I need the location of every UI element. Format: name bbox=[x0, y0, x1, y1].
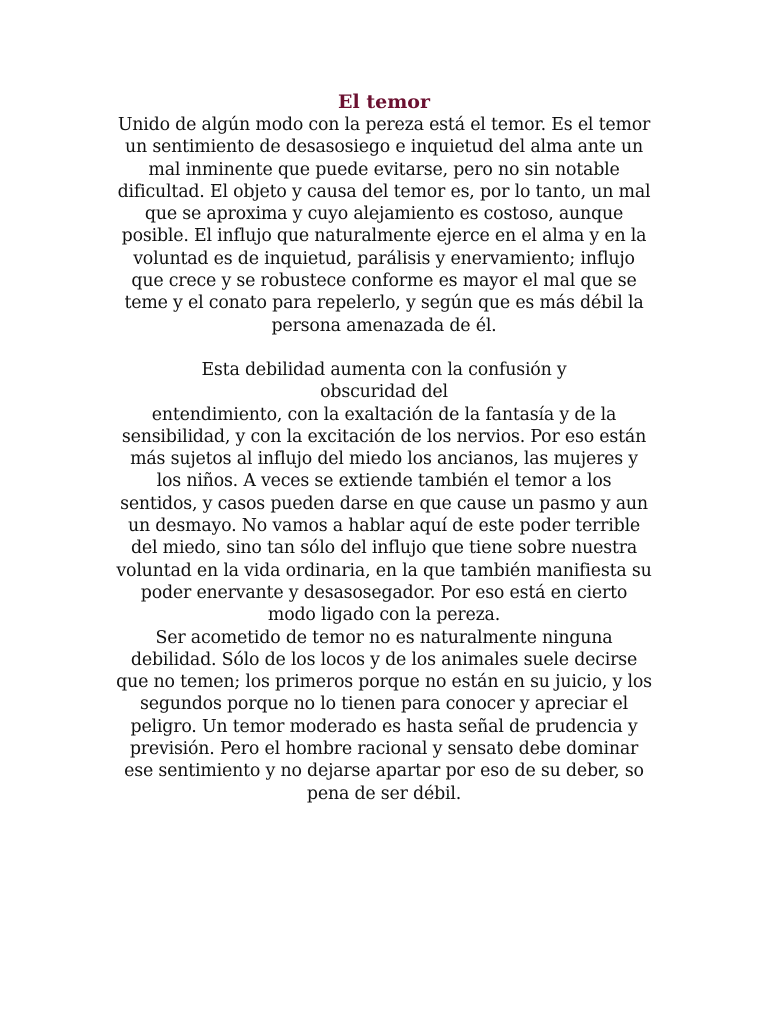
paragraph-2: Esta debilidad aumenta con la confusión y obscuridad del bbox=[201, 359, 567, 403]
document-body bbox=[116, 90, 652, 805]
paragraph-spacer bbox=[116, 337, 652, 359]
paragraph-3: entendimiento, con la exaltación de la fantasía y de la sensibilidad, y con la excitación de los nervios. Por eso están más sujetos al influjo del miedo los ancianos, las mujeres y los niños. A veces se extiende también el temor a los sentidos, y casos pueden darse en que cause un pasmo y aun un desmayo. No vamos a hablar aquí de este poder terrible del miedo, sino tan sólo del influjo que tiene sobre nuestra voluntad en la vida ordinaria, en la que también manifiesta su poder enervante y desasosegador. Por eso está en cierto modo ligado con la pereza. bbox=[116, 404, 652, 626]
paragraph-4: Ser acometido de temor no es naturalmente ninguna debilidad. Sólo de los locos y de los animales suele decirse que no temen; los primeros porque no están en su juicio, y los segundos porque no lo tienen para conocer y apreciar el peligro. Un temor moderado es hasta señal de prudencia y previsión. Pero el hombre racional y sensato debe dominar ese sentimiento y no dejarse apartar por eso de su deber, so pena de ser débil. bbox=[116, 627, 652, 804]
document-title: El temor bbox=[338, 91, 430, 113]
paragraph-1: Unido de algún modo con la pereza está el temor. Es el temor un sentimiento de desasosiego e inquietud del alma ante un mal inminente que puede evitarse, pero no sin notable dificultad. El objeto y causa del temor es, por lo tanto, un mal que se aproxima y cuyo alejamiento es costoso, aunque posible. El influjo que naturalmente ejerce en el alma y en la voluntad es de inquietud, parálisis y enervamiento; influjo que crece y se robustece conforme es mayor el mal que se teme y el conato para repelerlo, y según que es más débil la persona amenazada de él. bbox=[117, 115, 651, 336]
